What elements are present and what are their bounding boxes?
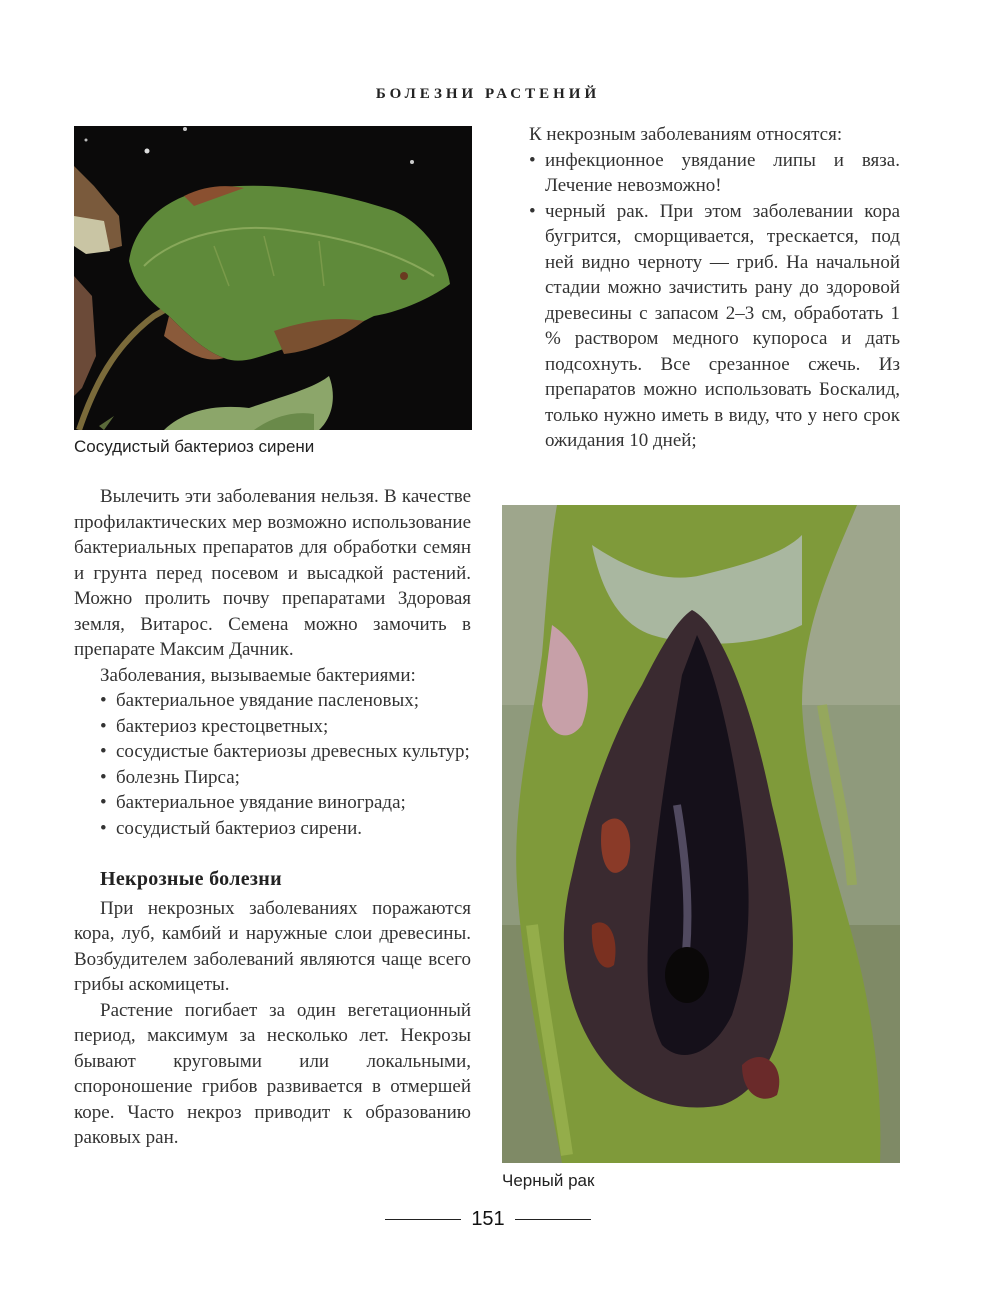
bacterial-diseases-list	[74, 688, 471, 841]
list-intro: Заболевания, вызываемые бактериями:	[100, 664, 416, 686]
left-column	[74, 484, 471, 1151]
section-heading: Некрозные болезни	[100, 868, 282, 890]
necrotic-diseases-list	[529, 148, 900, 454]
list-item: • сосудистые бактериозы древесных культур;	[100, 739, 471, 765]
page-footer	[0, 1208, 976, 1231]
footer-rule-left	[385, 1219, 461, 1221]
list-item: • болезнь Пирса;	[100, 765, 471, 791]
right-column	[529, 122, 900, 454]
lilac-leaf-photo	[74, 126, 472, 430]
footer-rule-right	[515, 1219, 591, 1221]
list-item: • бактериальное увядание винограда;	[100, 790, 471, 816]
figure-caption-black-canker: Черный рак	[502, 1171, 595, 1190]
list-item: • сосудистый бактериоз сирени.	[100, 816, 471, 842]
figure-caption-lilac: Сосудистый бактериоз сирени	[74, 437, 315, 456]
list-item: • бактериальное увядание пасленовых;	[100, 688, 471, 714]
paragraph: Растение погибает за один вегетационный период, максимум за несколько лет. Некрозы бывают круговыми или локальными, спороношение грибов развивается в отмершей коре. Часто некроз приводит к образованию раковых ран.	[74, 999, 471, 1148]
running-header: БОЛЕЗНИ РАСТЕНИЙ	[375, 86, 601, 102]
paragraph: При некрозных заболеваниях поражаются кора, луб, камбий и наружные слои древесины. Возбудителем заболеваний являются чаще всего грибы аскомицеты.	[74, 897, 471, 995]
list-item: • инфекционное увядание липы и вяза. Лечение невозможно!	[529, 148, 900, 199]
paragraph: Вылечить эти заболевания нельзя. В качестве профилактических мер возможно использование бактериальных препаратов для обработки семян и грунта перед посевом и высадкой растений. Можно пролить почву препаратами Здоровая земля, Витарос. Семена можно замочить в препарате Максим Дачник.	[74, 486, 471, 660]
page-number: 151	[471, 1208, 505, 1230]
black-canker-photo	[502, 505, 900, 1163]
right-intro: К некрозным заболеваниям относятся:	[529, 124, 843, 145]
list-item: • черный рак. При этом заболевании кора бугрится, сморщивается, трескается, под ней видно черноту — гриб. На начальной стадии можно зачистить рану до здоровой древесины с запасом 2–3 см, обработать 1 % раствором медного купороса и дать подсохнуть. Все срезанное сжечь. Из препаратов можно использовать Боскалид, только нужно иметь в виду, что у него срок ожидания 10 дней;	[529, 199, 900, 454]
list-item: • бактериоз крестоцветных;	[100, 714, 471, 740]
